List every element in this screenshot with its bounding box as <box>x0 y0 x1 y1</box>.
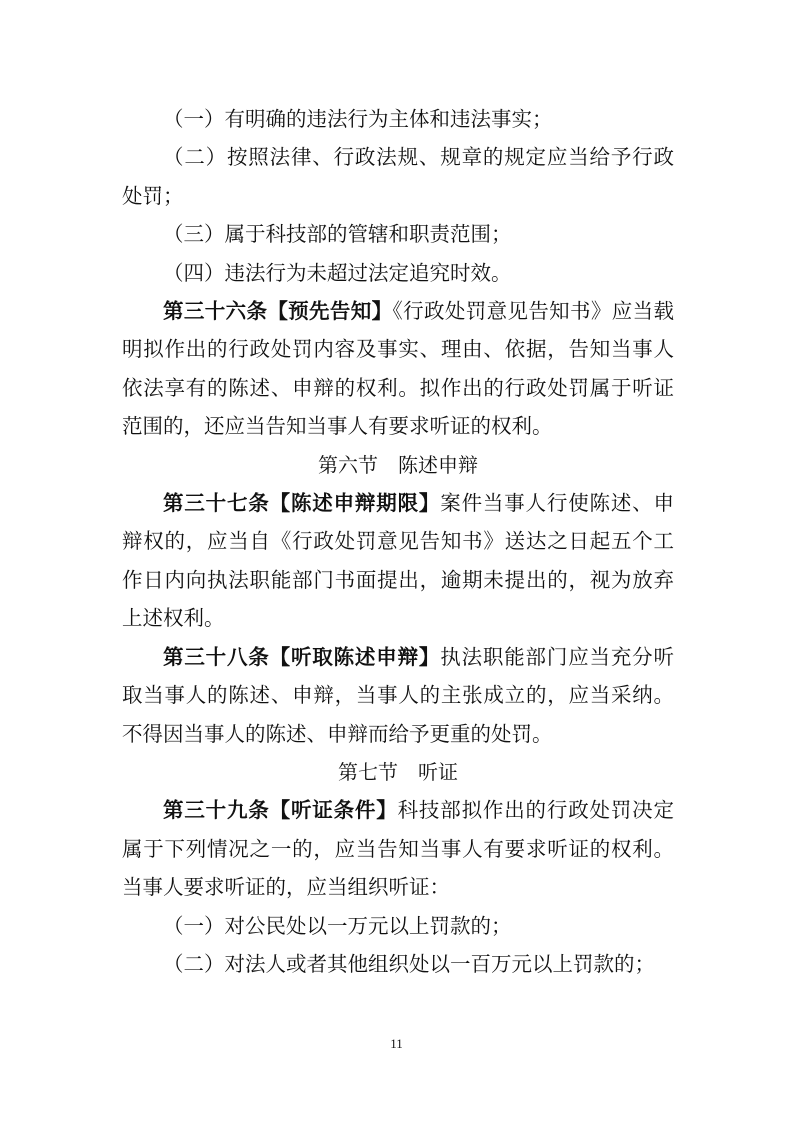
article-36 <box>122 292 674 446</box>
article-body: 《行政处罚意见告知书》应当载明拟作出的行政处罚内容及事实、理由、依据，告知当事人依法享有的陈述、申辩的权利。拟作出的行政处罚属于听证范围的，还应当告知当事人有要求听证的权利。 <box>122 299 675 439</box>
article-38 <box>122 638 674 753</box>
article-body: 案件当事人行使陈述、申辩权的，应当自《行政处罚意见告知书》送达之日起五个工作日内向执法职能部门书面提出，逾期未提出的，视为放弃上述权利。 <box>122 491 675 631</box>
section-number: 第七节 <box>338 759 398 784</box>
section-heading <box>122 446 674 484</box>
section-title: 陈述申辩 <box>398 452 478 477</box>
page-number: 11 <box>390 1036 403 1051</box>
list-item: （一）有明确的违法行为主体和违法事实； <box>163 107 553 131</box>
list-item: （二）对法人或者其他组织处以一百万元以上罚款的； <box>163 951 655 976</box>
article-heading: 第三十七条【陈述申辩期限】 <box>163 491 441 516</box>
section-heading <box>122 753 674 791</box>
section-title: 听证 <box>418 759 458 784</box>
list-item: （一）对公民处以一万元以上罚款的； <box>163 913 512 938</box>
article-37 <box>122 484 674 638</box>
article-heading: 第三十九条【听证条件】 <box>163 798 398 823</box>
article-39 <box>122 791 674 906</box>
article-body: 科技部拟作出的行政处罚决定属于下列情况之一的，应当告知当事人有要求听证的权利。当事人要求听证的，应当组织听证： <box>122 798 675 900</box>
list-item: （二）按照法律、行政法规、规章的规定应当给予行政处罚； <box>122 145 674 208</box>
section-number: 第六节 <box>318 452 378 477</box>
article-heading: 第三十八条【听取陈述申辩】 <box>163 644 441 669</box>
list-item: （四）违法行为未超过法定追究时效。 <box>163 260 512 285</box>
article-heading: 第三十六条【预先告知】 <box>163 299 393 324</box>
list-item: （三）属于科技部的管辖和职责范围； <box>163 222 512 247</box>
page-content <box>122 100 674 983</box>
article-body: 执法职能部门应当充分听取当事人的陈述、申辩，当事人的主张成立的，应当采纳。不得因当事人的陈述、申辩而给予更重的处罚。 <box>122 644 675 746</box>
